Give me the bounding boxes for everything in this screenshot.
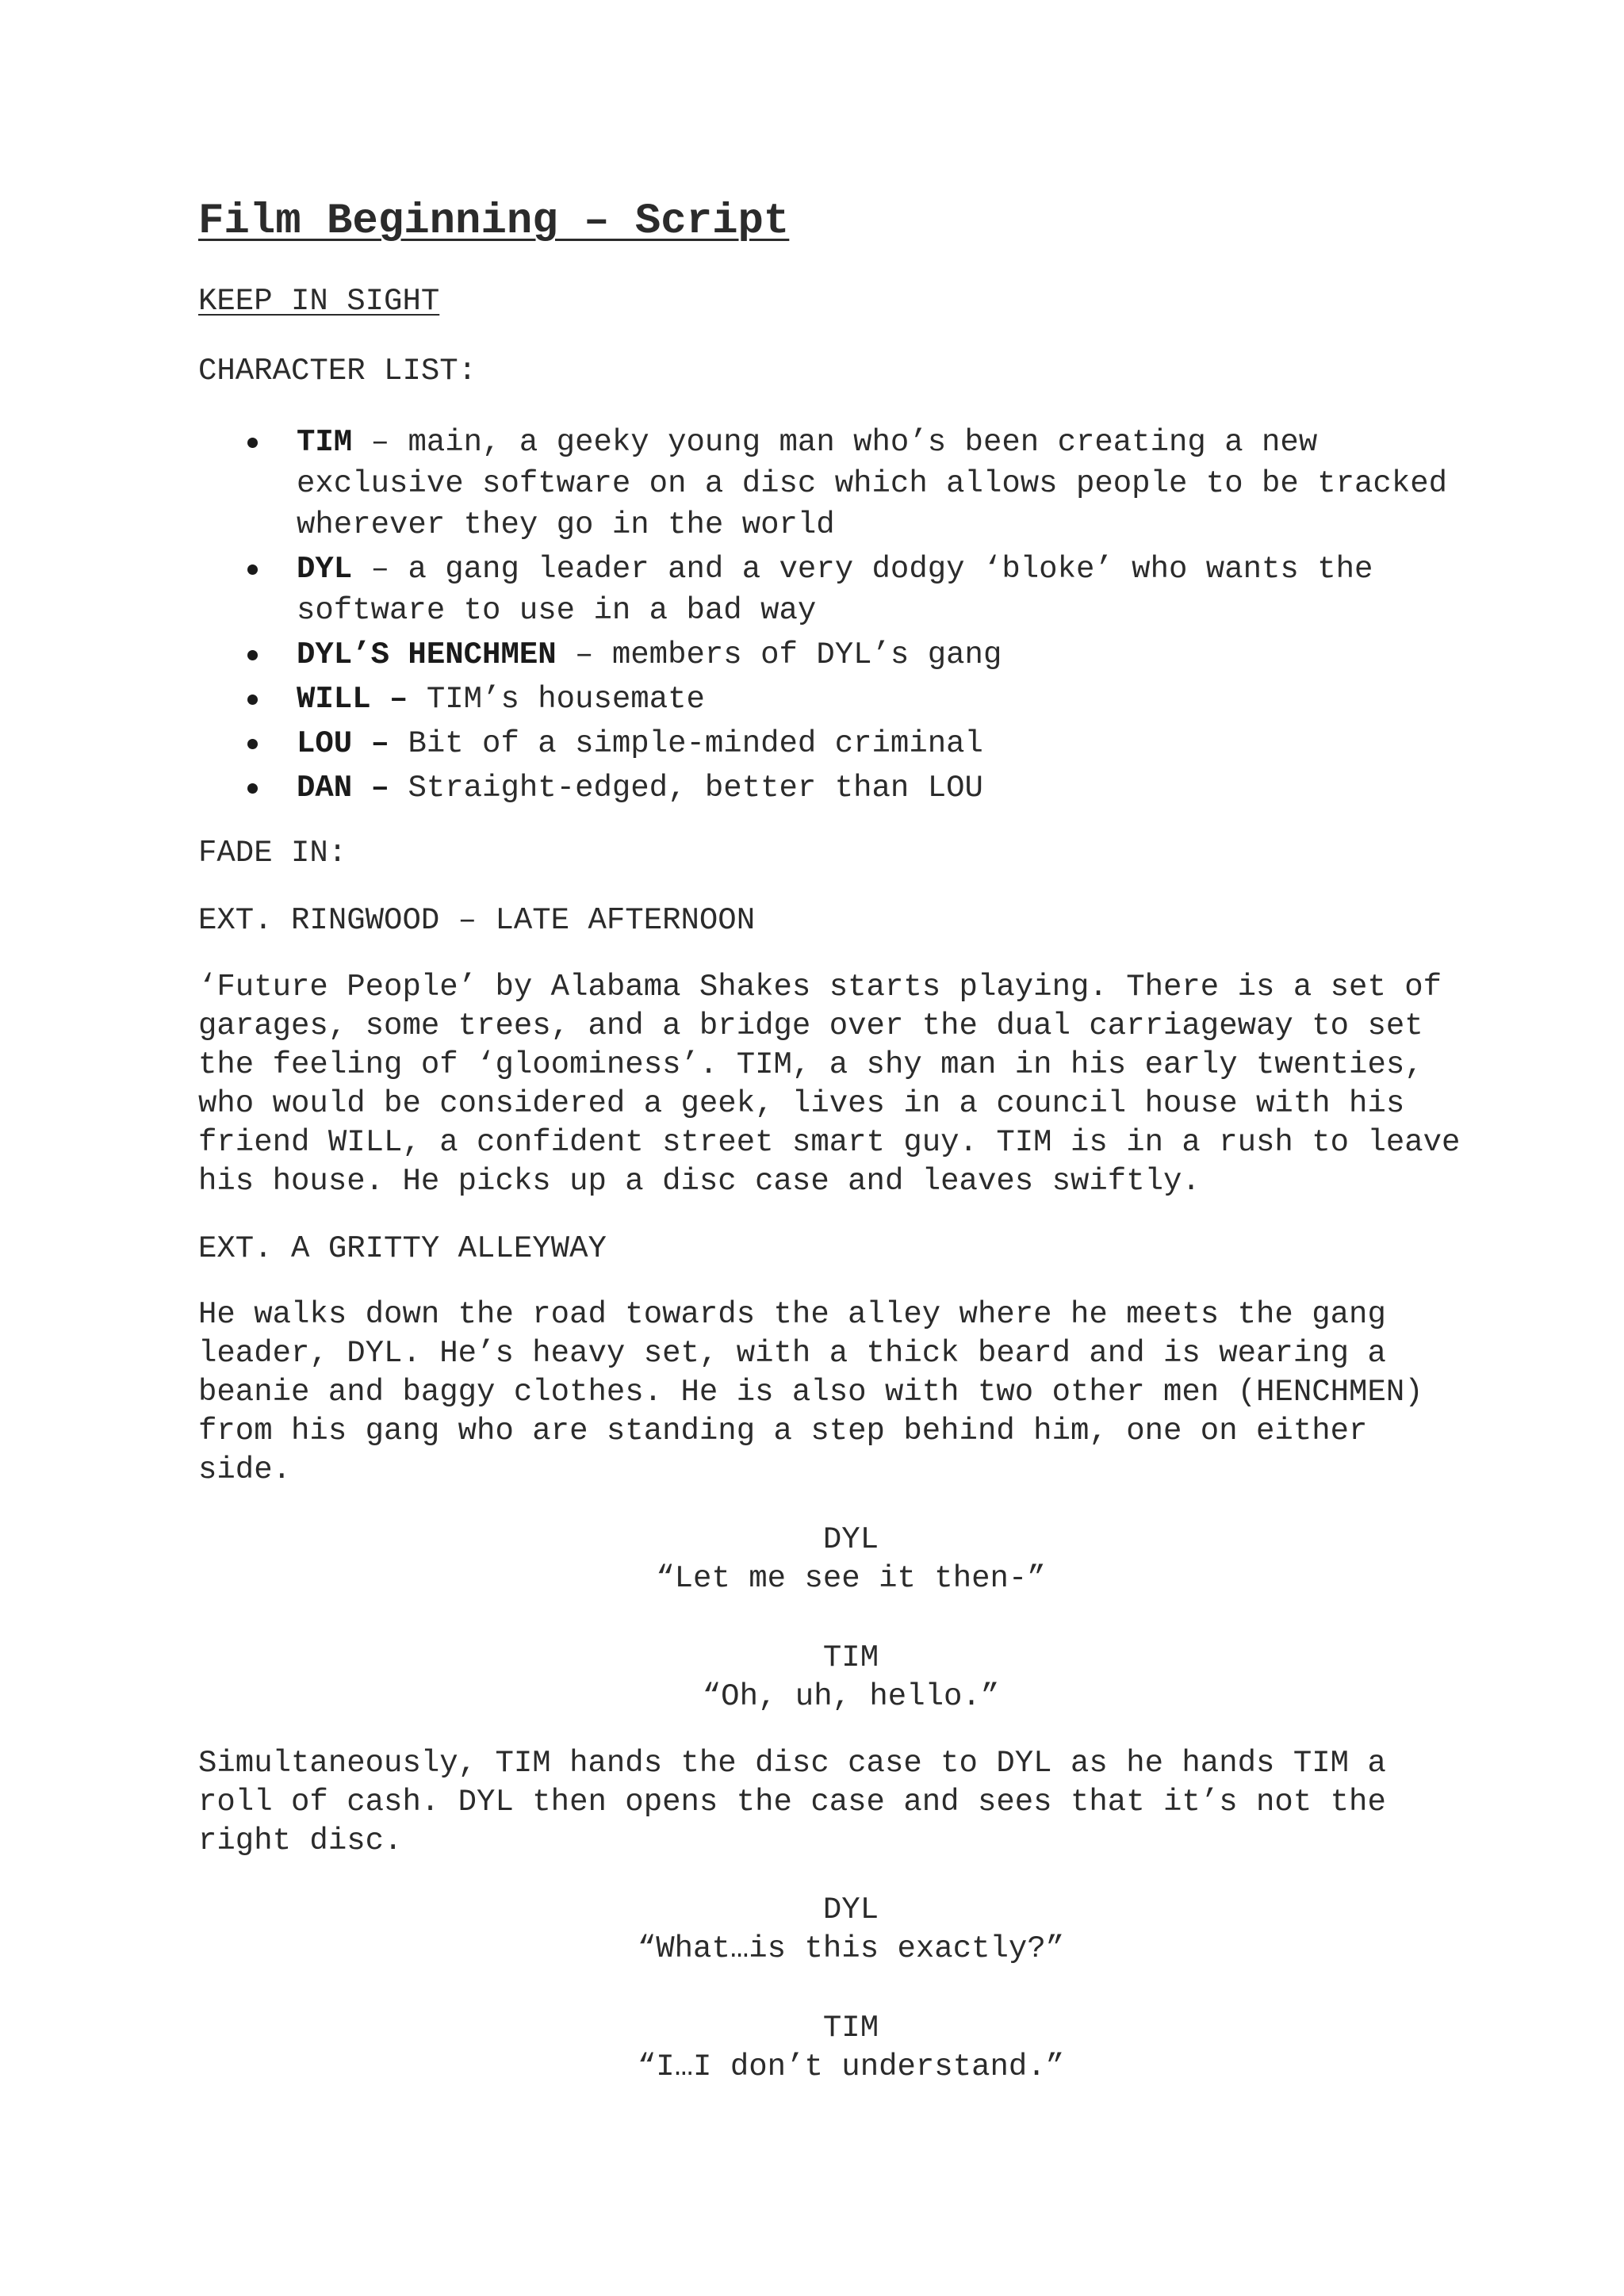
character-list	[198, 422, 1447, 812]
bullet-icon	[247, 650, 258, 660]
bullet-icon	[247, 739, 258, 749]
dialogue-line: “Let me see it then-”	[656, 1561, 1046, 1596]
dialogue-speaker: DYL	[822, 1892, 879, 1927]
action-disc-exchange: Simultaneously, TIM hands the disc case to DYL as he hands TIM a roll of cash. DYL then opens the case and sees that it’s not the right disc.	[198, 1746, 1386, 1858]
character-description: Straight-edged, better than LOU	[408, 771, 983, 806]
document-title: Film Beginning – Script	[198, 197, 790, 246]
character-name: DAN –	[297, 771, 390, 806]
fade-in-transition: FADE IN:	[198, 836, 347, 871]
character-description: a gang leader and a very dodgy ‘bloke’ who wants the	[408, 552, 1373, 587]
dialogue-line: “What…is this exactly?”	[637, 1931, 1065, 1966]
character-item-henchmen: DYL’S HENCHMEN – members of DYL’s gang	[198, 634, 1447, 675]
character-description: Bit of a simple-minded criminal	[408, 726, 983, 761]
character-name: DYL’S HENCHMEN	[297, 637, 557, 672]
film-title: KEEP IN SIGHT	[198, 284, 440, 319]
character-name: DYL	[297, 552, 353, 587]
character-name: WILL –	[297, 682, 408, 717]
dialogue-line: “Oh, uh, hello.”	[702, 1679, 1000, 1714]
character-list-heading: CHARACTER LIST:	[198, 354, 477, 388]
character-description: members of DYL’s gang	[611, 637, 1002, 672]
bullet-icon	[247, 438, 258, 448]
dialogue-line: “I…I don’t understand.”	[637, 2049, 1065, 2084]
bullet-icon	[247, 783, 258, 794]
character-name: TIM	[297, 425, 353, 460]
dialogue-block	[0, 1891, 1624, 1969]
bullet-icon	[247, 695, 258, 705]
character-description: main, a geeky young man who’s been creating a new	[408, 425, 1318, 460]
character-description: wherever they go in the world	[297, 507, 835, 542]
character-item-dyl: DYL – a gang leader and a very dodgy ‘bloke’ who wants the software to use in a bad way	[198, 549, 1447, 631]
character-name: LOU –	[297, 726, 390, 761]
character-item-will	[198, 679, 1447, 720]
dialogue-block	[0, 2009, 1624, 2087]
character-description: TIM’s housemate	[426, 682, 705, 717]
scene-action-ringwood: ‘Future People’ by Alabama Shakes starts playing. There is a set of garages, some trees, and a bridge over the dual carriageway to set the feeling of ‘gloominess’. TIM, a shy man in his early twenties, who would be considered a geek, lives in a council house with his friend WILL, a confident street smart guy. TIM is in a rush to leave his house. He picks up a disc case and leaves swiftly.	[198, 970, 1461, 1199]
character-item-tim: TIM – main, a geeky young man who’s been creating a new exclusive software on a disc which allows people to be tracked wherever they go in the world	[198, 422, 1447, 545]
dialogue-speaker: TIM	[822, 2011, 879, 2045]
dialogue-speaker: TIM	[822, 1640, 879, 1675]
dialogue-block	[0, 1639, 1624, 1716]
dialogue-speaker: DYL	[822, 1522, 879, 1557]
scene-heading-ringwood: EXT. RINGWOOD – LATE AFTERNOON	[198, 903, 756, 938]
character-item-lou	[198, 723, 1447, 764]
bullet-icon	[247, 564, 258, 575]
scene-heading-alleyway: EXT. A GRITTY ALLEYWAY	[198, 1231, 607, 1266]
character-description: exclusive software on a disc which allows people to be tracked	[297, 466, 1448, 501]
scene-action-alleyway: He walks down the road towards the alley where he meets the gang leader, DYL. He’s heavy set, with a thick beard and is wearing a beanie and baggy clothes. He is also with two other men (HENCHMEN) from his gang who are standing a step behind him, one on either side.	[198, 1297, 1423, 1487]
character-description: software to use in a bad way	[297, 593, 817, 628]
character-item-dan	[198, 767, 1447, 809]
dialogue-block	[0, 1521, 1624, 1598]
